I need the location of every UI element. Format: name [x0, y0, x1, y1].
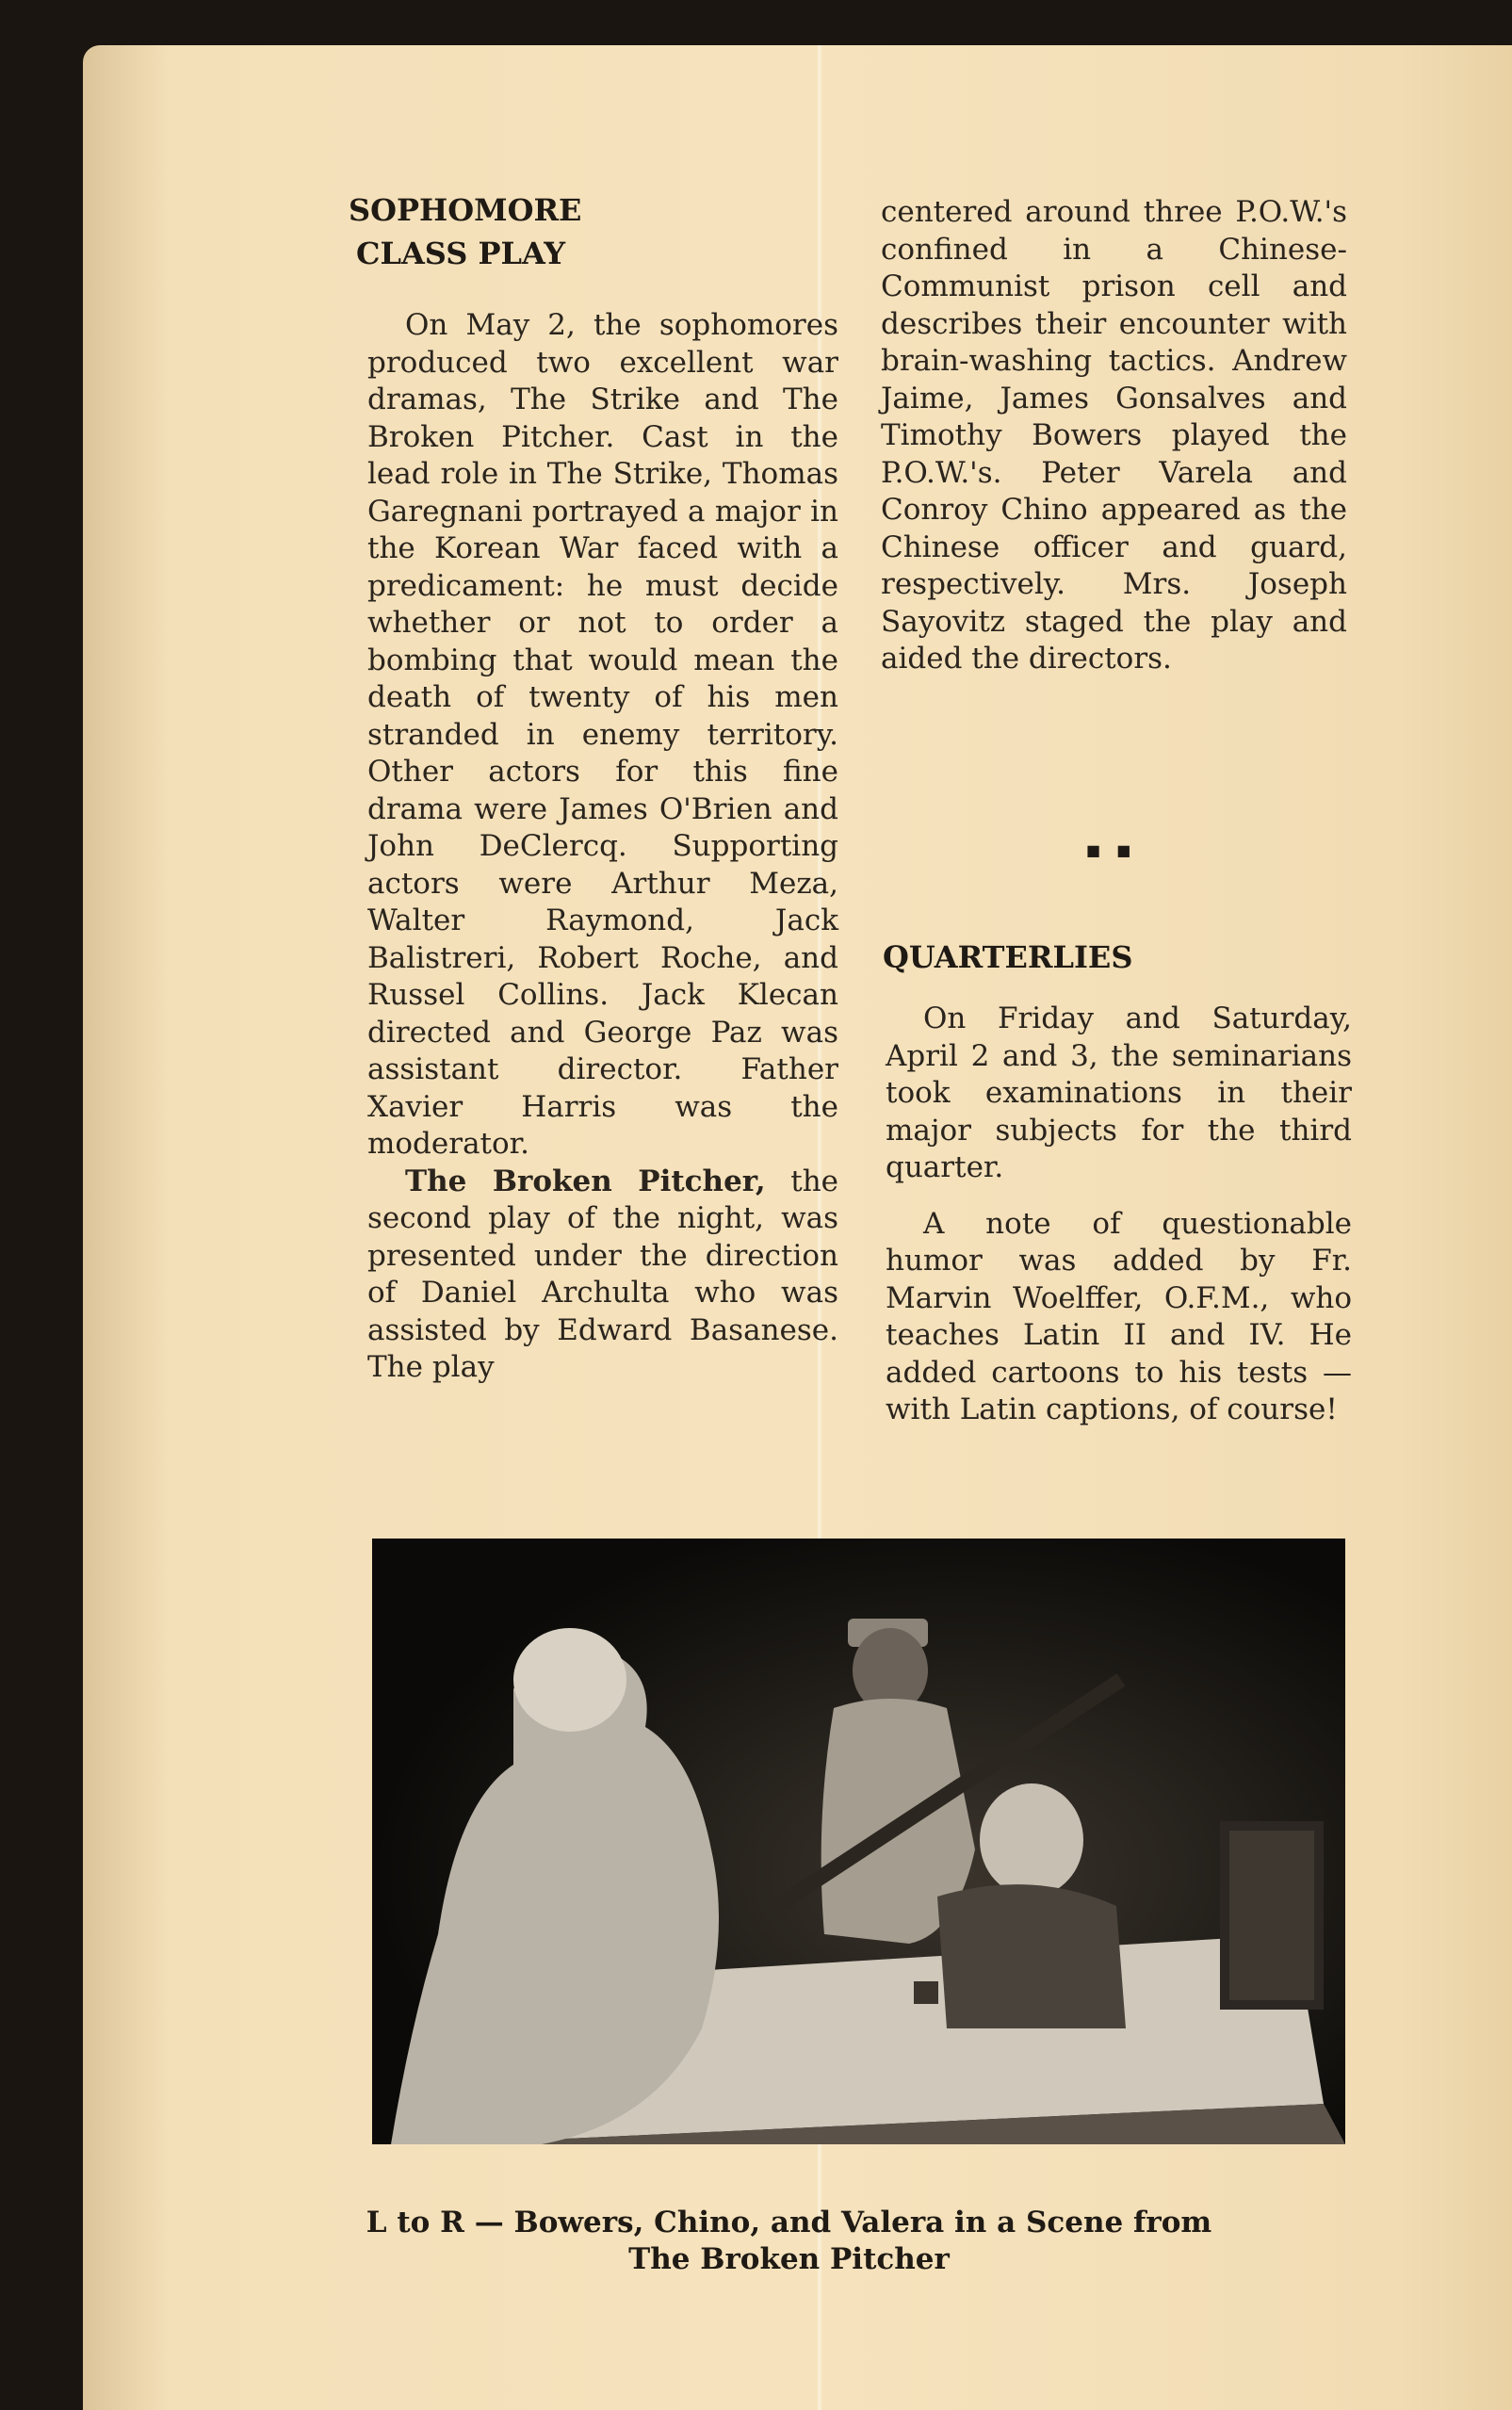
caption-line-1: L to R — Bowers, Chino, and Valera in a Scene from	[366, 2206, 1212, 2239]
broken-pitcher-title: The Broken Pitcher,	[405, 1164, 766, 1198]
quarterlies-paragraph-2: A note of questionable humor was added by Fr. Marvin Woelffer, O.F.M., who teaches Latin II and IV. He added cartoons to his tests — with Latin captions, of course!	[886, 1206, 1352, 1426]
left-column	[367, 307, 838, 1387]
sophomore-heading	[349, 188, 725, 275]
sophomore-paragraph-2-text: the second play of the night, was presented under the direction of Daniel Archulta who was assisted by Edward Basanese. The play	[367, 1164, 839, 1384]
scene-photo-illustration	[372, 1539, 1345, 2144]
sophomore-paragraph-3: centered around three P.O.W.'s confined in a Chinese-Communist prison cell and describes their encounter with brain-washing tactics. Andrew Jaime, James Gonsalves and Timothy Bowers played the P.O.W.'s. Peter Varela and Conroy Chino appeared as the Chinese officer and guard, respectively. Mrs. Joseph Sayovitz staged the play and aided the directors.	[881, 195, 1347, 676]
photo-caption	[283, 2205, 1295, 2278]
sophomore-paragraph-2	[367, 1164, 838, 1387]
quarterlies-body	[886, 1001, 1352, 1429]
caption-line-2: The Broken Pitcher	[628, 2242, 950, 2276]
section-separator: ■ ■	[1086, 841, 1137, 859]
sophomore-heading-line1: SOPHOMORE	[349, 192, 582, 228]
quarterlies-heading: QUARTERLIES	[883, 939, 1133, 975]
sophomore-heading-line2: CLASS PLAY	[356, 236, 566, 271]
quarterlies-paragraph-1: On Friday and Saturday, April 2 and 3, the seminarians took examinations in their major subjects for the third quarter.	[886, 1001, 1352, 1184]
scene-photo	[372, 1539, 1345, 2144]
sophomore-paragraph-1: On May 2, the sophomores produced two excellent war dramas, The Strike and The Broken Pitcher. Cast in the lead role in The Strike, Thomas Garegnani portrayed a major in the Korean War faced with a predicament: he must decide whether or not to order a bombing that would mean the death of twenty of his men stranded in enemy territory. Other actors for this fine drama were James O'Brien and John DeClercq. Supporting actors were Arthur Meza, Walter Raymond, Jack Balistreri, Robert Roche, and Russel Collins. Jack Klecan directed and George Paz was assistant director. Father Xavier Harris was the moderator.	[367, 308, 838, 1161]
right-column	[881, 194, 1347, 678]
